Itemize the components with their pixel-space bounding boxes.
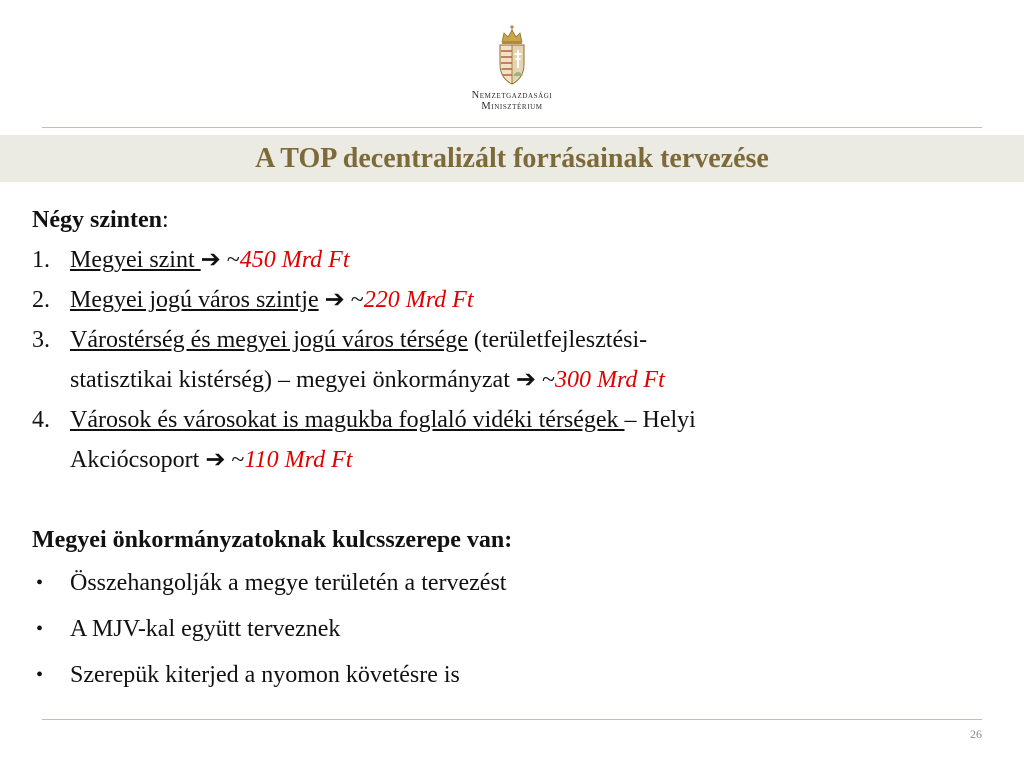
role-text: Összehangolják a megye területén a tervezést bbox=[70, 570, 507, 596]
levels-heading-line bbox=[32, 200, 997, 240]
level-item-3-continuation bbox=[32, 360, 997, 400]
level-number: 1. bbox=[32, 247, 50, 273]
role-text: A MJV-kal együtt terveznek bbox=[70, 616, 341, 642]
level-label: Megyei jogú város szintje bbox=[70, 287, 319, 313]
list-item bbox=[32, 560, 997, 606]
level-label: Megyei szint bbox=[70, 247, 201, 273]
level-item-3 bbox=[32, 320, 997, 360]
level-tail: (területfejlesztési- bbox=[467, 327, 648, 353]
right-arrow-icon: ➔ ~ bbox=[515, 367, 555, 393]
hungarian-coat-of-arms-icon bbox=[492, 24, 532, 86]
ministry-header bbox=[0, 24, 1024, 112]
levels-heading-colon: : bbox=[161, 207, 169, 233]
levels-heading: Négy szinten bbox=[32, 207, 162, 233]
ministry-name-line2: Minisztérium bbox=[481, 101, 543, 112]
level-continuation: Akciócsoport bbox=[70, 447, 206, 473]
right-arrow-icon: ➔ ~ bbox=[200, 247, 240, 273]
level-continuation: statisztikai kistérség) – megyei önkormányzat bbox=[70, 367, 516, 393]
list-item bbox=[32, 652, 997, 698]
list-item bbox=[32, 606, 997, 652]
level-amount: 220 Mrd Ft bbox=[363, 287, 474, 313]
top-divider bbox=[42, 127, 982, 128]
right-arrow-icon: ➔ ~ bbox=[205, 447, 245, 473]
level-label: Városok és városokat is magukba foglaló vidéki térségek bbox=[70, 407, 625, 433]
level-amount: 300 Mrd Ft bbox=[554, 367, 665, 393]
roles-heading: Megyei önkormányzatoknak kulcsszerepe van: bbox=[32, 527, 513, 553]
level-item-2 bbox=[32, 280, 997, 320]
level-item-1 bbox=[32, 240, 997, 280]
slide-body bbox=[32, 200, 997, 698]
level-number: 4. bbox=[32, 407, 50, 433]
bullet-dot-icon: • bbox=[36, 618, 44, 640]
roles-list bbox=[32, 560, 997, 698]
level-amount: 110 Mrd Ft bbox=[244, 447, 353, 473]
bullet-dot-icon: • bbox=[36, 664, 44, 686]
spacer bbox=[32, 480, 997, 520]
page-number: 26 bbox=[970, 727, 982, 741]
level-item-4 bbox=[32, 400, 997, 440]
level-amount: 450 Mrd Ft bbox=[239, 247, 350, 273]
level-number: 3. bbox=[32, 327, 50, 353]
title-bar bbox=[0, 135, 1024, 182]
ministry-name-line1: Nemzetgazdasági bbox=[471, 90, 553, 101]
level-item-4-continuation bbox=[32, 440, 997, 480]
level-label: Várostérség és megyei jogú város térsége bbox=[70, 327, 468, 353]
level-tail: – Helyi bbox=[624, 407, 696, 433]
right-arrow-icon: ➔ ~ bbox=[324, 287, 364, 313]
role-text: Szerepük kiterjed a nyomon követésre is bbox=[70, 662, 460, 688]
level-number: 2. bbox=[32, 287, 50, 313]
bullet-dot-icon: • bbox=[36, 572, 44, 594]
ministry-name bbox=[0, 90, 1024, 112]
bottom-divider bbox=[42, 719, 982, 720]
slide-title: A TOP decentralizált forrásainak tervezése bbox=[255, 143, 769, 174]
